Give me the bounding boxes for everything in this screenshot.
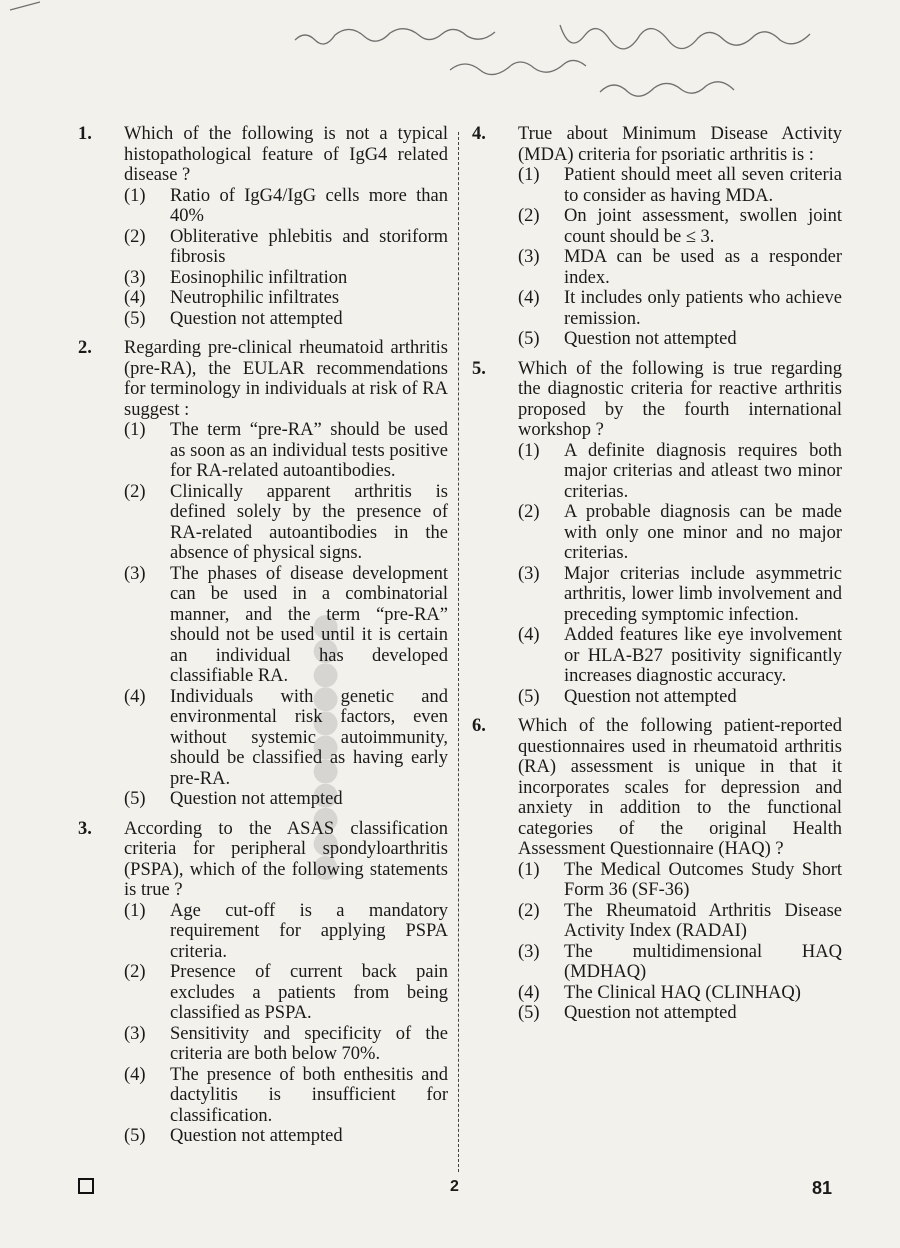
question-number: 2. [78,338,92,358]
option-2: (2) A probable diagnosis can be made with only one minor and no major criterias. [518,502,842,563]
option-5: (5) Question not attempted [124,308,343,329]
option-1: (1) A definite diagnosis requires both major criterias and atleast two minor criterias. [518,440,842,502]
option-list [518,860,842,1024]
option-3: (3) Eosinophilic infiltration [124,267,348,288]
option-2: (2) On joint assessment, swollen joint count should be ≤ 3. [518,206,842,247]
option-3: (3) MDA can be used as a responder index. [518,247,842,288]
question-text: Regarding pre-clinical rheumatoid arthritis (pre-RA), the EULAR recommendations for terminology in individuals at risk of RA suggest : [124,338,448,420]
option-list [518,165,842,350]
question-number: 3. [78,818,92,839]
question-1 [78,124,448,329]
question-text: Which of the following patient-reported questionnaires used in rheumatoid arthritis (RA) assessment is unique in that it incorporates scales for depression and anxiety in addition to the functional categories of the original Health Assessment Questionnaire (HAQ) ? [518,716,842,859]
question-number: 1. [78,124,92,144]
question-text: Which of the following is not a typical histopathological feature of IgG4 related disease ? [124,124,448,185]
option-3: (3) The phases of disease development can be used in a combinatorial manner, and the term “pre-RA” should not be used until it is certain an individual has developed classifiable RA. [124,563,448,686]
roll-number-watermark: ●●●●●●●●●●● [300,615,346,880]
option-2: (2) Presence of current back pain excludes a patients from being classified as PSPA. [124,962,448,1023]
column-divider [458,132,459,1172]
page-number-left: 2 [450,1178,459,1195]
page-number-right: 81 [812,1178,833,1198]
option-4: (4) Individuals with genetic and environmental risk factors, even without systemic autoimmunity, should be classified as having early pre-RA. [124,686,448,789]
question-6 [472,716,842,1024]
option-2: (2) The Rheumatoid Arthritis Disease Activity Index (RADAI) [518,900,842,941]
left-column [78,120,448,1147]
option-4: (4) The presence of both enthesitis and dactylitis is insufficient for classification. [124,1064,448,1126]
question-number: 5. [472,358,486,379]
option-3: (3) The multidimensional HAQ (MDHAQ) [518,941,842,982]
option-2: (2) Obliterative phlebitis and storiform fibrosis [124,226,448,267]
handwritten-scribble [0,0,900,120]
corner-square-mark [78,1178,94,1199]
square-icon [78,1178,94,1194]
option-5: (5) Question not attempted [518,1003,737,1023]
option-4: (4) The Clinical HAQ (CLINHAQ) [518,982,801,1003]
option-list [518,441,842,708]
option-list [124,901,448,1147]
question-4 [472,124,842,350]
question-2 [78,338,448,810]
question-number: 4. [472,124,486,144]
option-5: (5) Question not attempted [124,1126,343,1146]
option-3: (3) Major criterias include asymmetric arthritis, lower limb involvement and preceding symptomic infection. [518,563,842,625]
question-text: True about Minimum Disease Activity (MDA) criteria for psoriatic arthritis is : [518,124,842,165]
option-1: (1) The Medical Outcomes Study Short Form 36 (SF-36) [518,859,842,900]
option-1: (1) Patient should meet all seven criteria to consider as having MDA. [518,165,842,206]
right-column [472,120,842,1024]
option-4: (4) Added features like eye involvement or HLA-B27 positivity significantly increases diagnostic accuracy. [518,625,842,686]
option-4: (4) It includes only patients who achieve remission. [518,288,842,329]
option-5: (5) Question not attempted [124,789,343,809]
question-3 [78,819,448,1147]
option-list [124,186,448,330]
question-5 [472,359,842,708]
option-1: (1) Ratio of IgG4/IgG cells more than 40% [124,185,448,226]
option-5: (5) Question not attempted [518,329,737,349]
option-2: (2) Clinically apparent arthritis is defined solely by the presence of RA-related autoantibodies in the absence of physical signs. [124,481,448,563]
option-1: (1) The term “pre-RA” should be used as soon as an individual tests positive for RA-related autoantibodies. [124,420,448,481]
option-1: (1) Age cut-off is a mandatory requirement for applying PSPA criteria. [124,900,448,962]
option-list [124,420,448,810]
option-4: (4) Neutrophilic infiltrates [124,288,340,308]
option-5: (5) Question not attempted [518,686,737,707]
option-3: (3) Sensitivity and specificity of the criteria are both below 70%. [124,1023,448,1064]
question-text: According to the ASAS classification criteria for peripheral spondyloarthritis (PSPA), which of the following statements is true ? [124,818,448,900]
question-number: 6. [472,716,486,736]
question-text: Which of the following is true regarding the diagnostic criteria for reactive arthritis proposed by the fourth international workshop ? [518,358,842,440]
